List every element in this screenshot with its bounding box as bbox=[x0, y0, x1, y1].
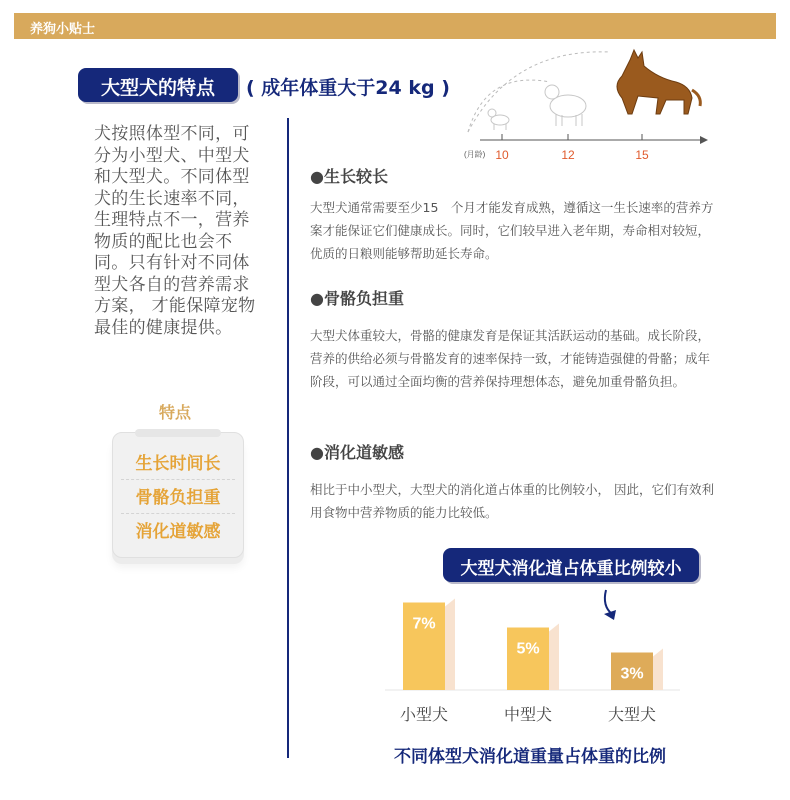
timeline-arrow-icon bbox=[700, 136, 708, 144]
timeline-tick-label: 12 bbox=[561, 148, 575, 162]
category-label: 大型犬 bbox=[607, 705, 657, 724]
header-title: 养狗小贴士 bbox=[30, 22, 96, 37]
callout-badge bbox=[443, 548, 699, 582]
timeline-tick-label: 10 bbox=[495, 148, 509, 162]
bar-shadow bbox=[549, 624, 559, 691]
section-heading: ●骨骼负担重 bbox=[310, 289, 404, 308]
feature-item: 消化道敏感 bbox=[135, 522, 221, 542]
features-card bbox=[112, 432, 244, 558]
chart-title: 不同体型犬消化道重量占体重的比例 bbox=[394, 747, 666, 767]
growth-arc bbox=[468, 52, 610, 132]
feature-item: 生长时间长 bbox=[135, 454, 221, 474]
section-text: 相比于中小型犬，大型犬的消化道占体重的比例较小， 因此，它们有效利用食物中营养物质的能力比较低。 bbox=[310, 482, 714, 520]
header-bar bbox=[14, 13, 776, 39]
feature-divider bbox=[121, 479, 235, 480]
features-label: 特点 bbox=[158, 403, 191, 422]
section-text: 大型犬通常需要至少15 个月才能发育成熟，遵循这一生长速率的营养方案才能保证它们健康成长。同时，它们较早进入老年期，寿命相对较短，优质的日粮则能够帮助延长寿命。 bbox=[310, 200, 714, 261]
growth-arc bbox=[468, 80, 550, 132]
category-label: 小型犬 bbox=[399, 705, 449, 724]
bar bbox=[507, 628, 549, 691]
feature-divider bbox=[121, 513, 235, 514]
bar-value-label: 3% bbox=[620, 665, 644, 683]
vertical-divider bbox=[287, 118, 289, 758]
puppy-dog-icon bbox=[488, 109, 509, 130]
bar-value-label: 5% bbox=[516, 640, 540, 658]
bar-chart bbox=[380, 580, 700, 730]
section-heading: ●消化道敏感 bbox=[310, 443, 404, 462]
section-heading: ●生长较长 bbox=[310, 167, 388, 186]
timeline-tick-label: 15 bbox=[635, 148, 649, 162]
bar-shadow bbox=[445, 599, 455, 691]
page-title: 大型犬的特点 bbox=[100, 77, 215, 99]
callout-pointer bbox=[605, 590, 612, 614]
title-badge bbox=[78, 68, 238, 102]
intro-text: 犬按照体型不同，可分为小型犬、中型犬和大型犬。不同体型犬的生长速率不同，生理特点不一，营养物质的配比也会不同。只有针对不同体型犬各自的营养需求方案， 才能保障宠物最佳的健康提供。 bbox=[94, 124, 256, 338]
feature-item: 骨骼负担重 bbox=[135, 488, 221, 508]
growth-timeline bbox=[462, 40, 712, 170]
young-dog-icon bbox=[545, 85, 586, 126]
title-subtitle: ( 成年体重大于24 kg ) bbox=[246, 77, 450, 99]
card-clip bbox=[135, 429, 221, 437]
category-label: 中型犬 bbox=[503, 705, 553, 724]
timeline-unit: (月龄) bbox=[464, 150, 486, 159]
callout-text: 大型犬消化道占体重比例较小 bbox=[460, 559, 682, 579]
bar-shadow bbox=[653, 649, 663, 691]
adult-dog-icon bbox=[617, 50, 700, 114]
bar-value-label: 7% bbox=[412, 615, 436, 633]
section-text: 大型犬体重较大，骨骼的健康发育是保证其活跃运动的基础。成长阶段，营养的供给必须与骨骼发育的速率保持一致，才能铸造强健的骨骼；成年阶段，可以通过全面均衡的营养保持理想体态，避免加重骨骼负担。 bbox=[310, 328, 711, 389]
